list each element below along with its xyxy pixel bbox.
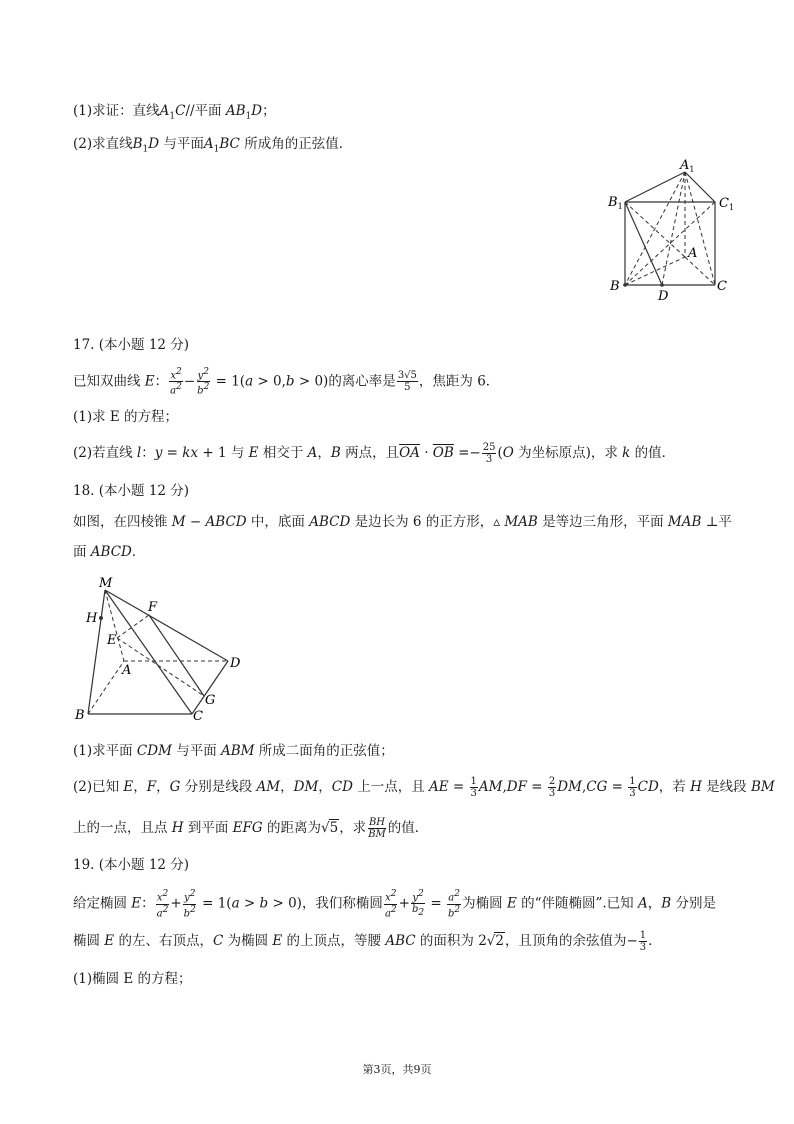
pyramid-figure [72, 574, 252, 724]
q19-line2: 椭圆 E 的左、右顶点，C 为椭圆 E 的上顶点，等腰 ABC 的面积为 2√2，且顶角的余弦值为− $\frac{1}{3}$ ． [73, 930, 662, 953]
label-B: B [75, 708, 85, 723]
q17-part1: (1)求 E 的方程； [73, 409, 179, 425]
label-A1: $A_1$ [680, 158, 695, 174]
prism-figure [600, 152, 740, 302]
label-F: F [148, 600, 158, 615]
label-D: D [658, 289, 669, 302]
q16-part2: (2)求直线$B_1D$ 与平面$A_1BC$ 所成角的正弦值． [73, 136, 353, 155]
label-G: G [205, 693, 216, 708]
q18-intro-line2: 面 ABCD． [73, 544, 146, 560]
q17-heading: 17. (本小题 12 分) [73, 337, 190, 353]
q19-heading: 19. (本小题 12 分) [73, 857, 190, 873]
q17-intro: 已知双曲线 E： $\frac{x^2}{a^2}$ − $\frac{y^2}{b^2}$ = 1(a > 0,b > 0)的离心率是 $\frac{3√5}{5}$ ，焦距为 6． [73, 367, 500, 397]
label-B1: $B_1$ [608, 195, 623, 211]
q18-part1: (1)求平面 CDM 与平面 ABM 所成二面角的正弦值； [73, 743, 394, 759]
label-E: E [107, 633, 117, 648]
label-B: B [610, 279, 620, 294]
label-H: H [86, 611, 98, 626]
q17-part2: (2)若直线 l：y = kx + 1 与 E 相交于 A，B 两点，且$\overline{OA} \cdot \overline{OB}$ =− $\frac{25}{3}$ (O 为坐标原点)，求 k 的值． [73, 442, 676, 465]
label-C1: $C_1$ [719, 196, 735, 212]
label-D: D [230, 656, 241, 671]
label-A: A [688, 246, 698, 261]
q19-line1: 给定椭圆 E： $\frac{x^2}{a^2}$ + $\frac{y^2}{b^2}$ = 1(a > b > 0)，我们称椭圆 $\frac{x^2}{a^2}$ + $\frac{y^2}{b_2}$ = $\frac{a^2}{b^2}$ 为椭圆 E 的“伴随椭圆”.已知 A，B 分别是 [73, 889, 716, 919]
label-A: A [122, 663, 132, 678]
page-footer: 第3页，共9页 [362, 1063, 432, 1076]
q18-intro-line1: 如图，在四棱锥 M − ABCD 中，底面 ABCD 是边长为 6 的正方形，▵ MAB 是等边三角形，平面 MAB ⊥平 [73, 514, 732, 530]
label-C: C [717, 279, 727, 294]
q18-part2-line2: 上的一点，且点 H 到平面 EFG 的距离为√5，求 $\frac{BH}{BM}$ 的值． [73, 817, 429, 840]
q18-part2-line1: (2)已知 E，F，G 分别是线段 AM，DM，CD 上一点，且 AE = $\frac{1}{3}$ AM,DF = $\frac{2}{3}$ DM,CG = $\frac{1}{3}$ CD，若 H 是线段 BM [73, 776, 775, 799]
label-C: C [193, 709, 203, 724]
q18-heading: 18. (本小题 12 分) [73, 483, 190, 499]
label-M: M [99, 576, 113, 591]
q16-part1: (1)求证：直线$A_1C//$平面 $AB_1D$； [73, 103, 276, 122]
q19-part1: (1)椭圆 E 的方程； [73, 971, 192, 987]
